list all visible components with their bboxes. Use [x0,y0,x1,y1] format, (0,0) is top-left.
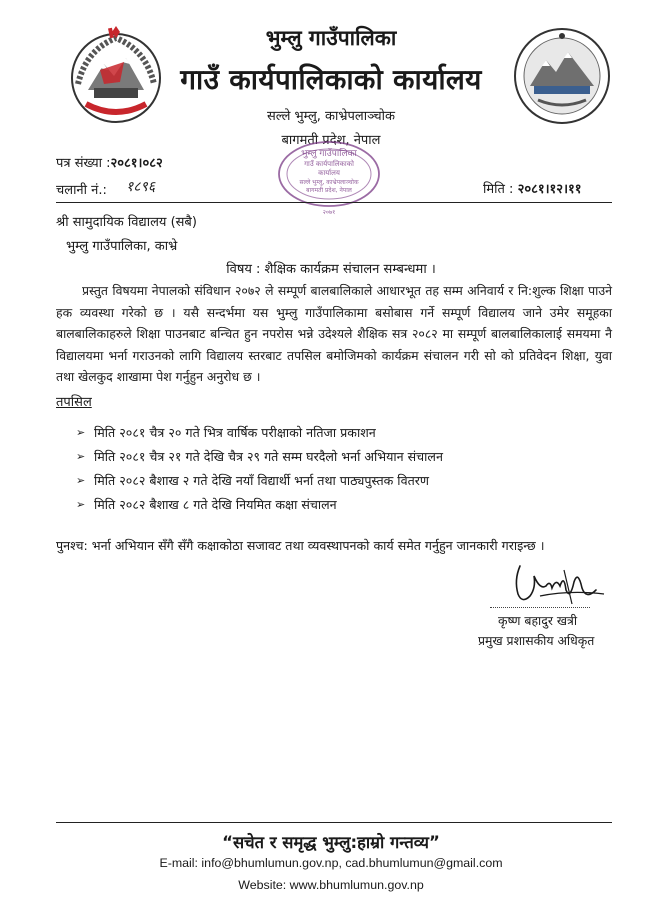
date-value: २०८१।१२।११ [517,182,582,197]
footer-motto: “सचेत र समृद्ध भुम्लु:हाम्रो गन्तव्य” [222,833,440,852]
stamp-year: २०७१ [322,209,336,216]
list-item [76,468,596,492]
dispatch-number-value: १८९६ [126,179,156,195]
stamp-line-1: भुम्लु गाउँपालिका [301,149,357,159]
letter-body [56,280,612,388]
list-item-text: मिति २०८१ चैत्र २१ गते देखि चैत्र २९ गते सम्म घरदैलो भर्ना अभियान संचालन [94,448,443,464]
details-list [76,420,596,516]
signer-name: कृष्ण बहादुर खत्री [498,613,578,628]
postscript: पुनश्च: भर्ना अभियान सँगै सँगै कक्षाकोठा सजावट तथा व्यवस्थापनको कार्य समेत गर्नुहुन जानकारी गराइन्छ । [56,538,545,553]
details-heading [56,392,92,410]
list-item [76,420,596,444]
body-paragraph: प्रस्तुत विषयमा नेपालको संविधान २०७२ ले सम्पूर्ण बालबालिकाले आधारभूत तह सम्म अनिवार्य र नि:शुल्क शिक्षा पाउने हक व्यवस्था गरेको छ । यसै सन्दर्भमा यस भुम्लु गाउँपालिकामा बसोबास गर्ने सम्पूर्ण विद्यालय जाने उमेर समूहका बालबालिकाहरुले शिक्षा पाउनबाट बन्चित हुन नपरोस भन्ने उदेश्यले शैक्षिक सत्र २०८२ मा सम्पूर्ण बालबालिकालाई समयमा नै विद्यालयमा भर्ना गराउनको लागि विद्यालय स्तरबाट तपसिल बमोजिमको कार्यक्रम संचालन गरी सो को प्रतिवेदन शिक्षा, युवा तथा खेलकुद शाखामा पेश गर्नुहुन अनुरोध छ । [56,283,612,384]
recipient-line-1: श्री सामुदायिक विद्यालय (सबै) [56,215,197,230]
office-name: गाउँ कार्यपालिकाको कार्यालय [180,63,482,96]
list-item-text: मिति २०८२ बैशाख ८ गते देखि नियमित कक्षा संचालन [94,496,337,512]
signer-title: प्रमुख प्रशासकीय अधिकृत [478,633,595,648]
footer-email: E-mail: info@bhumlumun.gov.np, cad.bhumlumun@gmail.com [159,856,503,870]
arrow-bullet-icon: ➢ [76,425,86,439]
list-item [76,444,596,468]
letter-date [483,179,582,197]
stamp-line-5: बागमती प्रदेश, नेपाल [306,187,352,194]
recipient-line-2: भुम्लु गाउँपालिका, काभ्रे [66,239,178,254]
handwritten-signature [500,560,610,608]
address-line-1: सल्ले भुम्लु, काभ्रेपलाञ्चोक [266,109,396,124]
details-heading-text: तपसिल [56,395,92,410]
stamp-line-3: कार्यालय [318,169,340,177]
reference-label: पत्र संख्या : [56,156,111,171]
footer-website: Website: www.bhumlumun.gov.np [238,878,424,892]
footer-divider [56,822,612,823]
subject-line: विषय : शैक्षिक कार्यक्रम संचालन सम्बन्धमा । [226,262,436,277]
stamp-line-4: सल्ले भुम्लु, काभ्रेपलाञ्चोक [299,179,359,186]
signature-line [490,607,590,608]
arrow-bullet-icon: ➢ [76,449,86,463]
list-item-text: मिति २०८२ बैशाख २ गते देखि नयाँ विद्यार्थी भर्ना तथा पाठ्यपुस्तक वितरण [94,472,430,488]
header-divider [56,202,612,203]
stamp-line-2: गाउँ कार्यपालिकाको [304,160,354,168]
address-line-2: बागमती प्रदेश, नेपाल [281,133,381,148]
arrow-bullet-icon: ➢ [76,473,86,487]
arrow-bullet-icon: ➢ [76,497,86,511]
date-label: मिति : [483,182,514,197]
reference-number [56,153,163,171]
dispatch-number-label: चलानी नं.: [56,183,107,198]
org-name: भुम्लु गाउँपालिका [265,26,397,50]
official-stamp [274,134,384,218]
reference-value: २०८१।०८२ [110,156,163,171]
list-item [76,492,596,516]
list-item-text: मिति २०८१ चैत्र २० गते भित्र वार्षिक परीक्षाको नतिजा प्रकाशन [94,424,376,440]
